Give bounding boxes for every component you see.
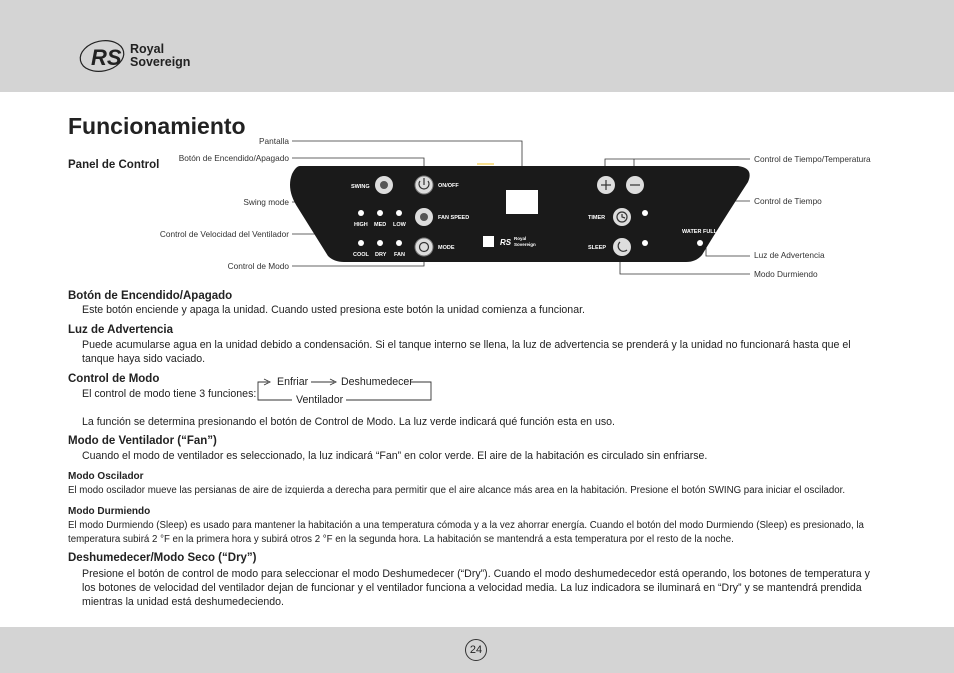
text-modo-intro: El control de modo tiene 3 funciones: (82, 388, 257, 400)
label-fan-speed: FAN SPEED (438, 215, 470, 221)
panel-logo-rs: RS (500, 238, 512, 247)
callout-control-tiempo-temp: Control de Tiempo/Temperatura (754, 154, 871, 164)
label-high: HIGH (354, 222, 368, 228)
svg-text:RS: RS (91, 45, 122, 70)
callout-swing-mode: Swing mode (243, 197, 289, 207)
heading-boton: Botón de Encendido/Apagado (68, 290, 233, 302)
label-cool: COOL (353, 252, 369, 258)
page-number: 24 (465, 639, 487, 661)
brand-line1: Royal (130, 42, 165, 56)
label-on-off: ON/OFF (438, 183, 459, 189)
label-timer: TIMER (588, 215, 606, 221)
text-boton: Este botón enciende y apaga la unidad. Cuando usted presiona este botón la unidad comienza a funcionar. (82, 304, 585, 316)
text-modo: La función se determina presionando el botón de Control de Modo. La luz verde indicará qué función esta en uso. (82, 416, 615, 428)
heading-durmiendo: Modo Durmiendo (68, 506, 151, 517)
callout-boton-encendido: Botón de Encendido/Apagado (178, 153, 289, 163)
label-med: MED (374, 222, 387, 228)
heading-modo: Control de Modo (68, 373, 160, 385)
panel-heading: Panel de Control (68, 159, 160, 171)
page-title: Funcionamiento (68, 113, 246, 139)
heading-seco: Deshumedecer/Modo Seco (“Dry”) (68, 552, 257, 564)
panel-logo-line2: Sovereign (514, 242, 536, 247)
label-mode: MODE (438, 245, 455, 251)
text-durmiendo: El modo Durmiendo (Sleep) es usado para mantener la habitación a una temperatura cómoda y a la vez ahorrar energía. Cuando el botón del modo Durmiendo (Sleep) es presionado, la temperatura subirá 2 °F en la primera hora y subirá otros 2 °F en la segunda hora. La habitación se mantendrá a esta temperatura por el resto de la noche. (68, 520, 864, 545)
callout-control-modo: Control de Modo (227, 261, 289, 271)
heading-luz: Luz de Advertencia (68, 324, 174, 336)
callout-luz-advertencia: Luz de Advertencia (754, 250, 825, 260)
callout-control-velocidad: Control de Velocidad del Ventilador (159, 229, 289, 239)
label-fan: FAN (394, 252, 405, 258)
label-water-full: WATER FULL (682, 229, 718, 235)
heading-ventilador: Modo de Ventilador (“Fan”) (68, 435, 217, 447)
flow-deshumedecer: Deshumedecer (341, 376, 413, 388)
callout-pantalla: Pantalla (259, 136, 289, 146)
brand-line2: Sovereign (130, 55, 191, 69)
text-oscilador: El modo oscilador mueve las persianas de aire de izquierda a derecha para permitir que el aire alcance más area en la habitación. Presione el botón SWING para iniciar el oscilador. (68, 485, 846, 496)
callout-modo-durmiendo: Modo Durmiendo (754, 269, 818, 279)
label-dry: DRY (375, 252, 387, 258)
label-swing: SWING (351, 184, 370, 190)
flow-enfriar: Enfriar (277, 376, 309, 388)
label-low: LOW (393, 222, 406, 228)
panel-logo-line1: Royal (514, 236, 527, 241)
label-sleep: SLEEP (588, 245, 607, 251)
flow-ventilador: Ventilador (296, 394, 344, 406)
text-luz: Puede acumularse agua en la unidad debido a condensación. Si el tanque interno se llena, la luz de advertencia se prenderá y la unidad no funcionará hasta que el tanque haya sido vaciado. (82, 339, 851, 365)
text-ventilador: Cuando el modo de ventilador es seleccionado, la luz indicará “Fan” en color verde. El aire de la habitación es circulado sin enfriarse. (82, 450, 708, 462)
text-seco: Presione el botón de control de modo para seleccionar el modo Deshumedecer (“Dry”). Cuando el modo deshumedecedor está operando, los botones de temperatura y los botones de velocidad del ventilador dejan de funcionar y el ventilador funciona a velocidad media. La luz indicadora se iluminará en “Dry” y se mantendrá prendida mientras la unidad está deshumedeciendo. (82, 568, 870, 608)
callout-control-tiempo: Control de Tiempo (754, 196, 822, 206)
heading-oscilador: Modo Oscilador (68, 471, 144, 482)
